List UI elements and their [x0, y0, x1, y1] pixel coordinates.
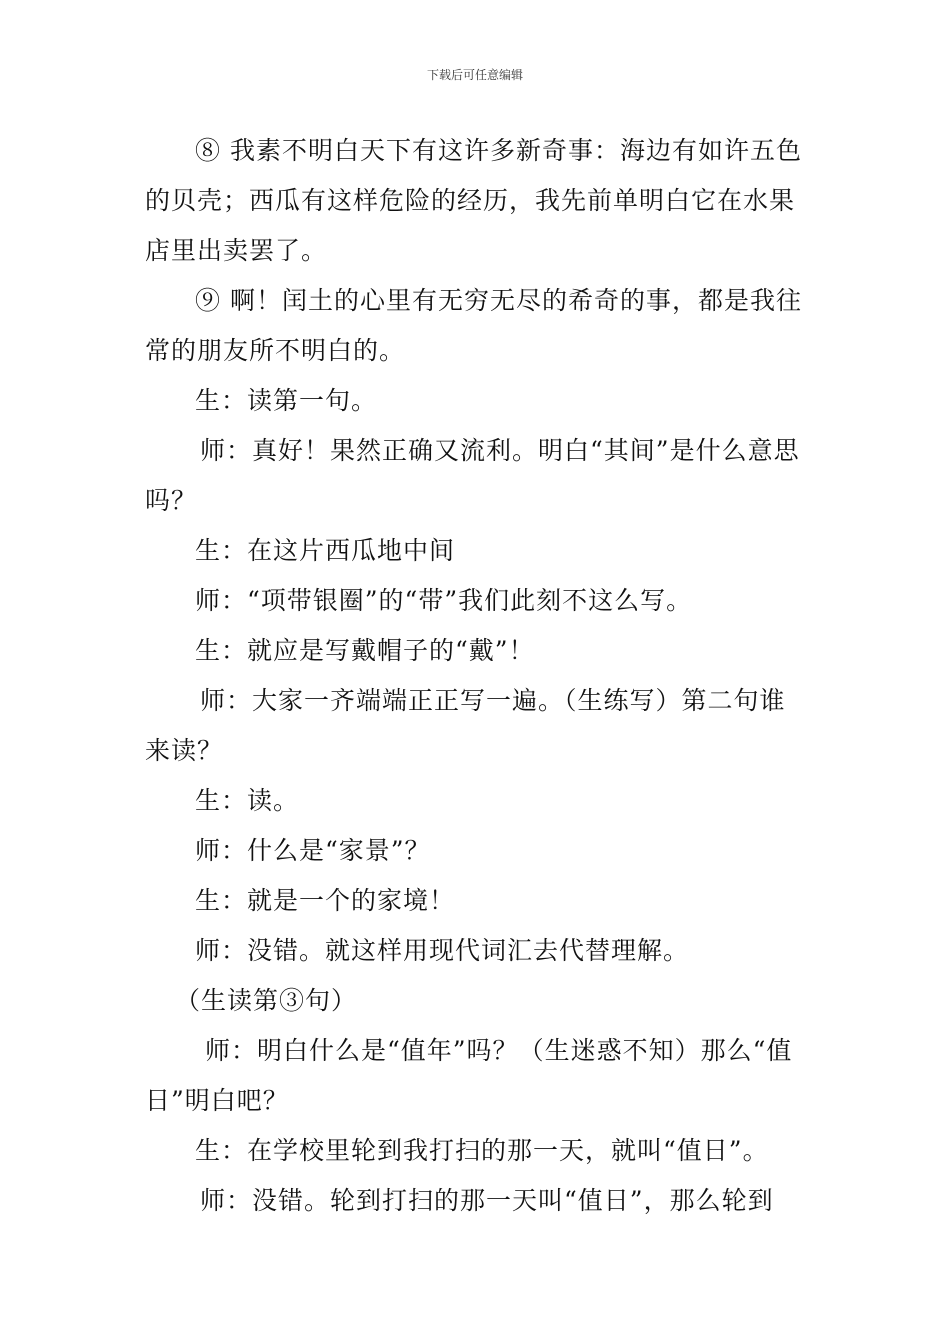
- dialogue-line: 师：没错。轮到打扫的那一天叫“值日”，那么轮到: [200, 1186, 774, 1215]
- page-header: 下载后可任意编辑: [426, 68, 523, 82]
- dialogue-line: 生：读。: [195, 786, 300, 815]
- dialogue-line: 生：读第一句。: [195, 386, 378, 415]
- paragraph-9: ⑨ 啊！闰土的心里有无穷无尽的希奇的事，都是我往常的朋友所不明白的。: [145, 286, 802, 365]
- dialogue-line: 生：在这片西瓜地中间: [195, 536, 456, 565]
- dialogue-line: 师：真好！果然正确又流利。明白“其间”是什么意思吗？: [145, 436, 800, 515]
- dialogue-line: 师：“项带银圈”的“带”我们此刻不这么写。: [195, 586, 693, 615]
- dialogue-line: 生：就是一个的家境！: [195, 886, 456, 915]
- paragraph-8: ⑧ 我素不明白天下有这许多新奇事：海边有如许五色的贝壳；西瓜有这样危险的经历，我先前单明白它在水果店里出卖罢了。: [145, 136, 802, 265]
- body-text: [145, 126, 809, 1226]
- dialogue-line: 师：大家一齐端端正正写一遍。（生练写）第二句谁来读？: [145, 686, 786, 765]
- dialogue-line: 师：什么是“家景”？: [195, 836, 431, 865]
- dialogue-line: 生：就应是写戴帽子的“戴”！: [195, 636, 535, 665]
- dialogue-line: 师：明白什么是“值年”吗？（生迷惑不知）那么“值日”明白吧？: [145, 1036, 793, 1115]
- dialogue-line: 师：没错。就这样用现代词汇去代替理解。: [195, 936, 690, 965]
- dialogue-line: 生：在学校里轮到我打扫的那一天，就叫“值日”。: [195, 1136, 769, 1165]
- stage-direction: （生读第③句）: [175, 986, 358, 1015]
